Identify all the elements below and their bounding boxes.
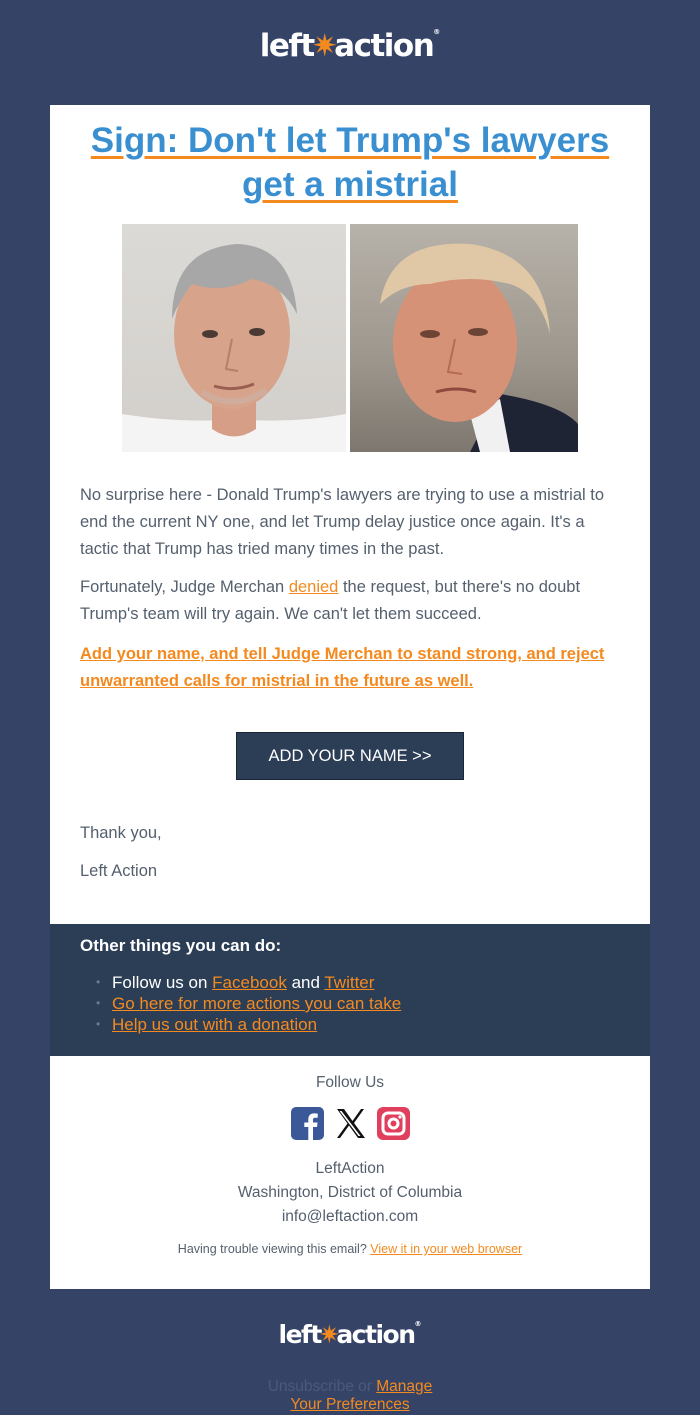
footer-card	[50, 1056, 650, 1289]
org-location: Washington, District of Columbia	[237, 1184, 463, 1201]
denied-link[interactable]: denied	[288, 578, 339, 596]
instagram-icon[interactable]	[377, 1107, 410, 1140]
list-item: • Follow us on Facebook and Twitter	[112, 972, 401, 993]
manage-preferences-link-part2[interactable]: Your Preferences	[290, 1396, 410, 1413]
paragraph-judge: Fortunately, Judge Merchan denied the request, but there's no doubt Trump's team will try again. We can't let them succeed.	[80, 578, 581, 623]
headline-link[interactable]: Sign: Don't let Trump's lawyers get a mistrial	[90, 121, 610, 204]
logo-top: left✷action®	[259, 28, 441, 64]
org-name: LeftAction	[315, 1160, 385, 1177]
facebook-link[interactable]: Facebook	[212, 973, 287, 992]
more-actions-link[interactable]: Go here for more actions you can take	[112, 994, 402, 1013]
photo-trump	[350, 224, 578, 452]
add-name-link[interactable]: Add your name, and tell Judge Merchan to stand strong, and reject unwarranted calls for mistrial in the future as well.	[80, 645, 605, 690]
address-block	[50, 1157, 650, 1229]
burst-star-icon: ✷	[311, 28, 337, 64]
x-icon[interactable]	[334, 1107, 367, 1140]
follow-us-label: Follow Us	[315, 1074, 385, 1091]
list-item	[112, 993, 401, 1014]
list-item	[112, 1014, 401, 1035]
unsubscribe-area	[0, 1378, 700, 1414]
photo-lawyer	[122, 224, 346, 452]
thanks-text: Thank you,	[80, 824, 162, 842]
donation-link[interactable]: Help us out with a donation	[112, 1015, 318, 1034]
hero-photos[interactable]	[122, 224, 578, 452]
facebook-icon[interactable]	[291, 1107, 324, 1140]
logo-bottom: left✷action®	[278, 1320, 422, 1349]
twitter-link[interactable]: Twitter	[324, 973, 375, 992]
other-actions-section	[50, 924, 650, 1056]
manage-preferences-link-part1[interactable]: Manage	[376, 1378, 433, 1395]
signoff-text: Left Action	[80, 862, 158, 880]
burst-star-icon: ✷	[318, 1320, 339, 1349]
org-email: info@leftaction.com	[281, 1208, 419, 1225]
other-actions-title: Other things you can do:	[80, 936, 282, 955]
email-main-card	[50, 105, 650, 924]
trouble-viewing: Having trouble viewing this email? View it in your web browser	[177, 1242, 523, 1256]
add-your-name-button[interactable]: ADD YOUR NAME >>	[236, 732, 464, 780]
paragraph-intro: No surprise here - Donald Trump's lawyers are trying to use a mistrial to end the current NY one, and let Trump delay justice once again. It's a tactic that Trump has tried many times in the past.	[80, 486, 605, 558]
social-icons	[50, 1107, 650, 1140]
view-in-browser-link[interactable]: View it in your web browser	[370, 1242, 523, 1256]
unsubscribe-text[interactable]: Unsubscribe or	[267, 1378, 377, 1395]
other-actions-list	[80, 972, 401, 1035]
